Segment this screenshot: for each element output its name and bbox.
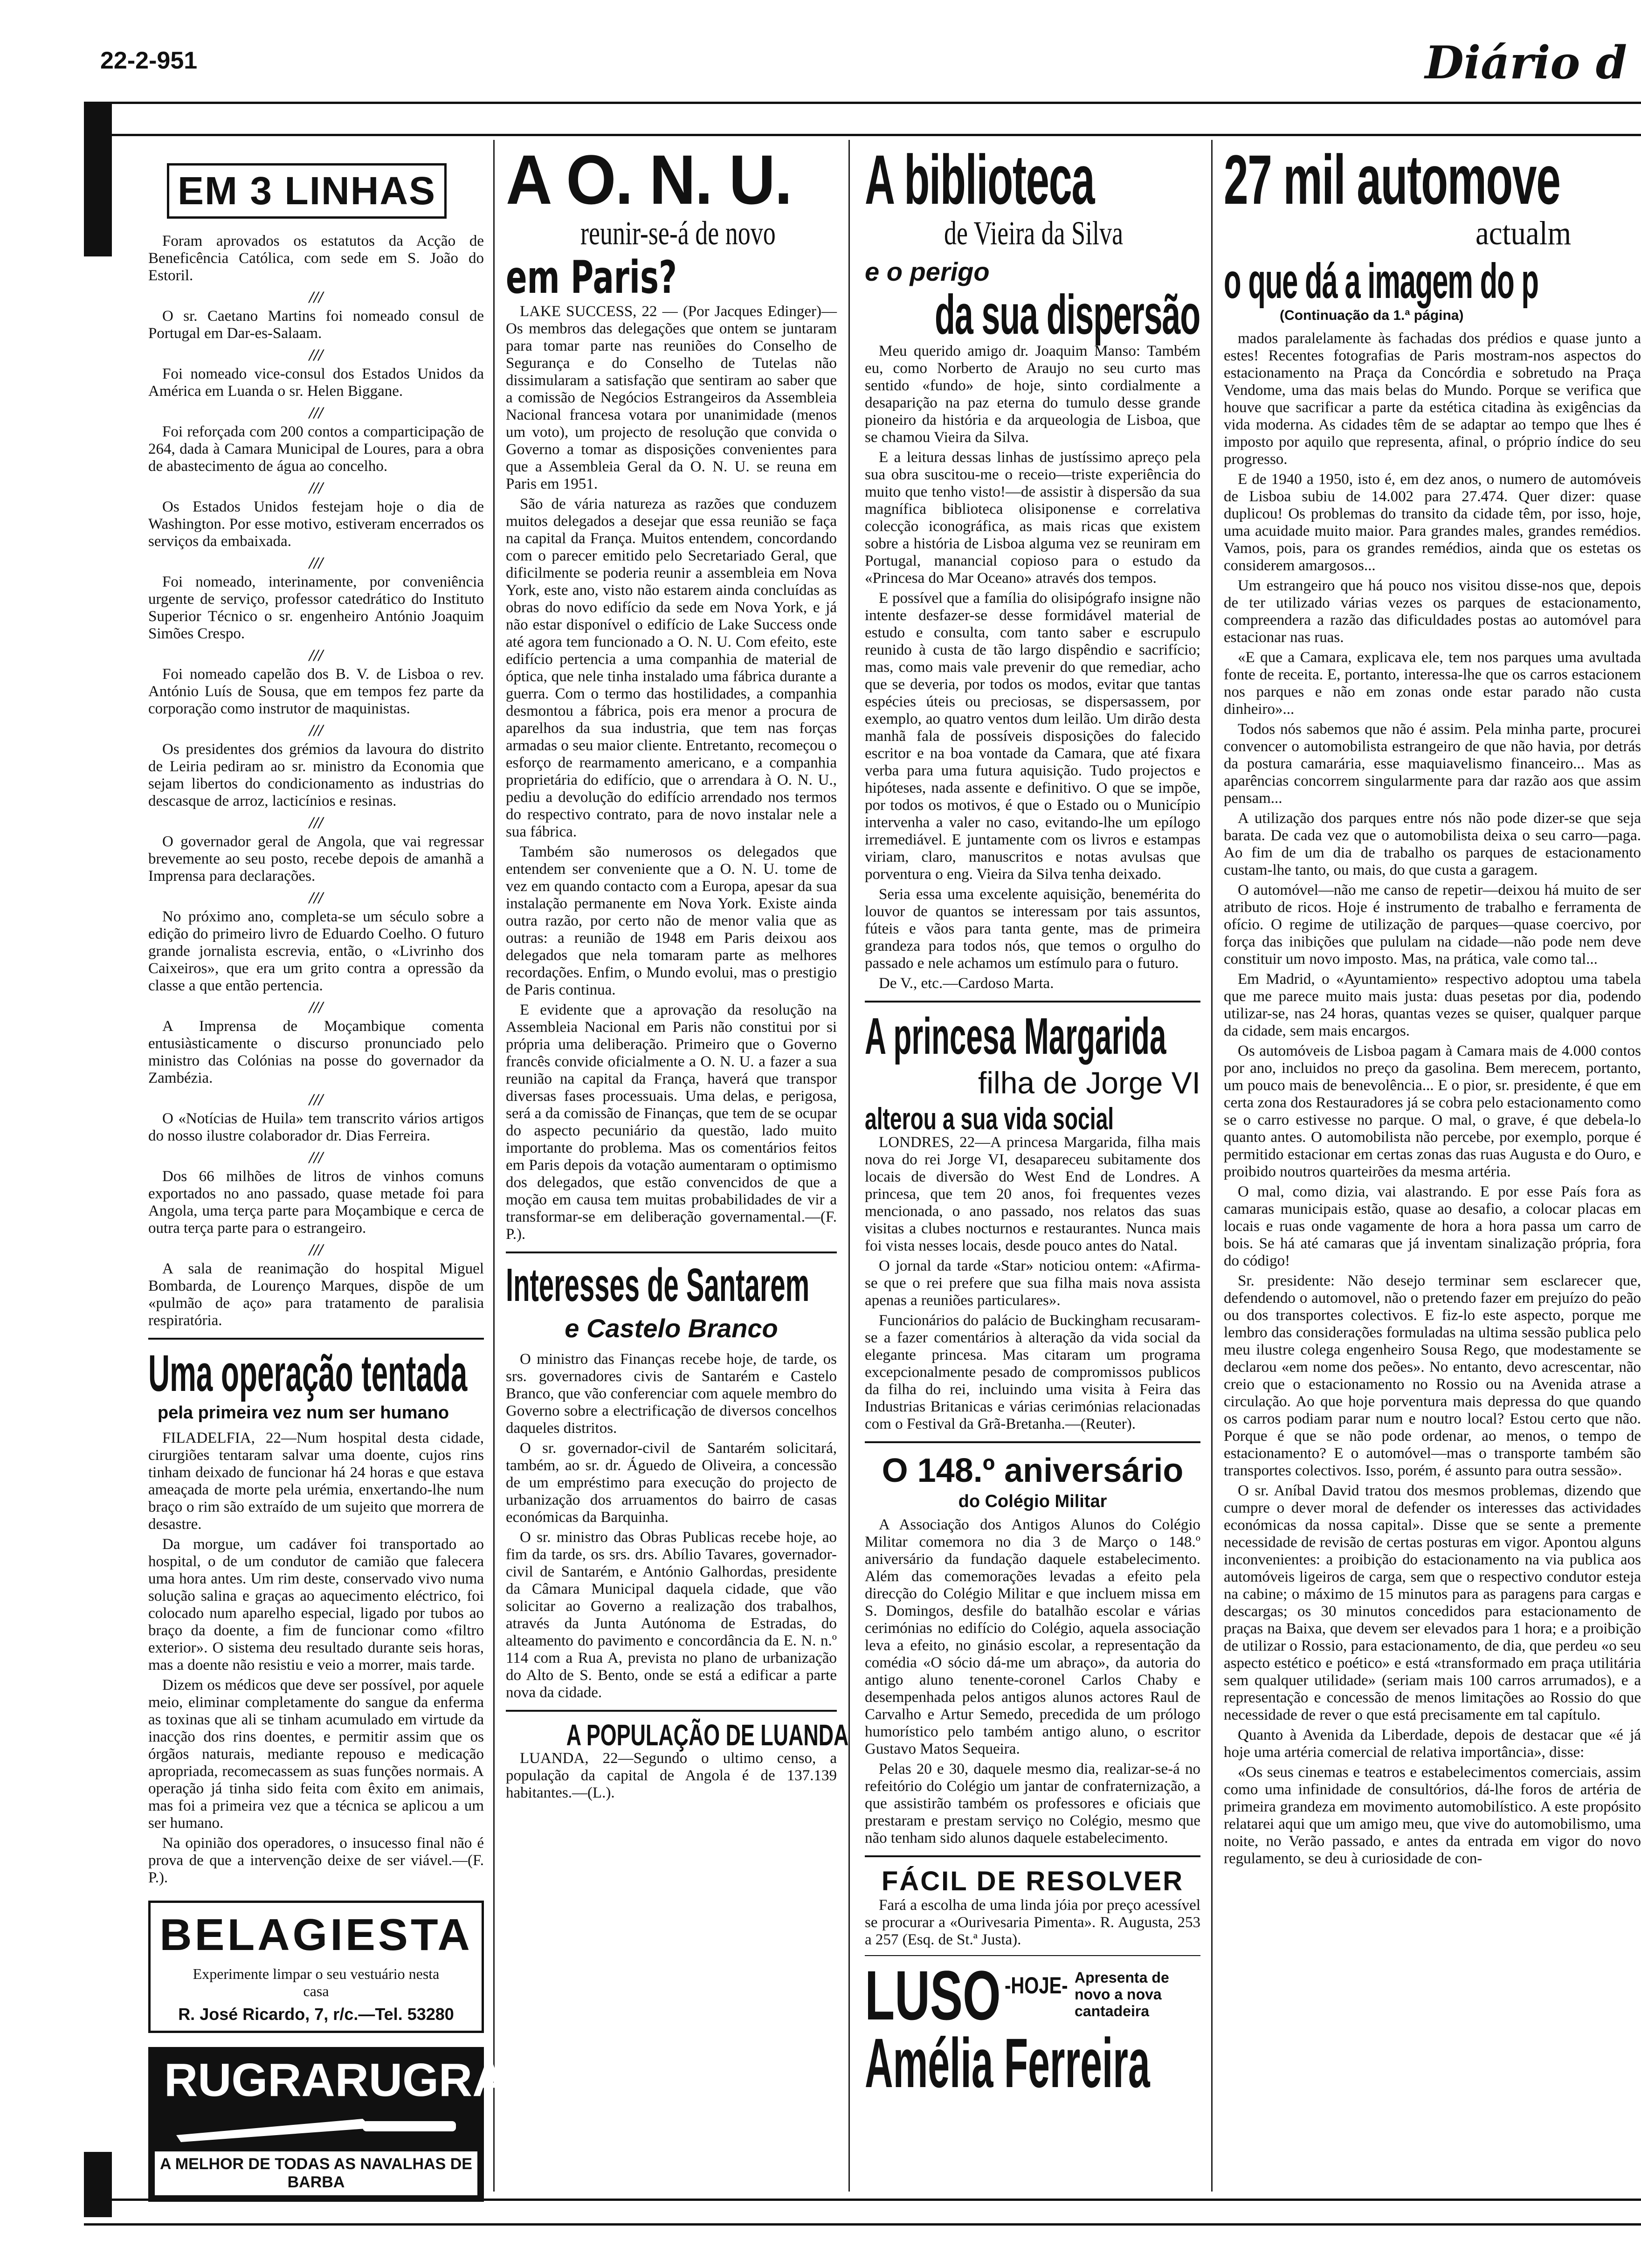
paragraph: O jornal da tarde «Star» noticiou ontem: «Afirma-se que o rei prefere que sua filha mais nova assista apenas a reuniões particulares».	[865, 1258, 1200, 1309]
paragraph: São de vária natureza as razões que conduzem muitos delegados a desejar que essa reunião se faça na capital da França. Muitos entendem, concordando com o parecer emitido pelo Secretariado Geral, que dificilmente se poderia reunir a assembleia em Nova York, este ano, visto não estarem ainda concluídas as obras do novo edifício da sede em Nova York, e já não estar disponível o edifício de Lake Success onde até agora tem funcionado a O. N. U. Com efeito, este edifício pertencia a uma companhia de material de óptica, que nele tinha instalado uma fábrica durante a guerra. Com o termo das hostilidades, a companhia desmontou a fábrica, pois era menor a procura de aparelhos da sua industria, que tem nas forças armadas o seu maior cliente. Entretanto, recomeçou o esforço de rearmamento americano, e a companhia proprietária do edifício, que o arrendara à O. N. U., pediu a devolução do edifício arrendado nos termos do respectivo contrato, para de novo instalar nele a sua fábrica.	[506, 496, 837, 840]
story-headline: O 148.º aniversário	[882, 1452, 1184, 1489]
paragraph: LAKE SUCCESS, 22 — (Por Jacques Edinger)—Os membros das delegações que ontem se juntaram para tomar parte nas reuniões do Conselho de Segurança e do Conselho de Tutelas não dissimularam a satisfação que sentiram ao saber que a comissão de Negócios Estrangeiros da Assembleia Nacional francesa votara por unanimidade (menos um voto), um projecto de resolução que convida o Governo a tomar as disposições convenientes para que a Assembleia Geral da O. N. U. se reuna em Paris em 1951.	[506, 303, 837, 492]
column-briefs	[148, 140, 506, 2192]
paragraph: LONDRES, 22—A princesa Margarida, filha mais nova do rei Jorge VI, desapareceu subitamente dos locais de diversão do West End de Londres. A princesa, que tem 20 anos, foi frequentes vezes mencionada, o ano passado, nos relatos das suas visitas a clubes nocturnos e restaurantes. Nunca mais foi vista nesses locais, desde pouco antes do Natal.	[865, 1134, 1200, 1254]
story-body	[506, 1351, 837, 1701]
paragraph: O sr. Aníbal David tratou dos mesmos problemas, dizendo que cumpre o dever moral de defender os interesses das actividades económicas da nossa capital». Disse que se sente a premente necessidade de revisão de certas posturas em vigor. Apontou alguns inconvenientes: a proibição do estacionamento na via publica aos automóveis ligeiros de carga, sem que o respectivo condutor esteja na cabine; o máximo de 15 minutos para as paragens para cargas e descargas; os 30 minutos concedidos para estacionamento de praças na Baixa, que devem ser elevados para 1 hora; e a proibição de utilizar o Rossio, para estacionamento, de dia, que perdeu «o seu aspecto estético e poético» e está «transformado em praça utilitária sem qualquer utilidade» (seriam mais 100 carros arrumados), e a representação e concessão de menos limitações ao Rossio do que necessidade de rever o que está precisamente em tal capítulo.	[1224, 1482, 1641, 1723]
paragraph: Seria essa uma excelente aquisição, benemérita do louvor de quantos se interessam por tais assuntos, fúteis e vãos para tanta gente, mas de primeira grandeza para todos nós, que temos o orgulho do passado e nele achamos um estímulo para o futuro.	[865, 886, 1200, 972]
story-body	[865, 343, 1200, 992]
ad-line: Experimente limpar o seu vestuário nesta casa	[193, 1965, 440, 1999]
story-subheadline-2: em Paris?	[506, 251, 677, 304]
divider	[506, 1252, 837, 1253]
ad-performer-name: Amélia Ferreira	[865, 2024, 1150, 2102]
story-body	[1224, 330, 1641, 1867]
story-subheadline: filha de Jorge VI	[978, 1065, 1200, 1100]
column-rule	[848, 140, 850, 2192]
advertisement-rugra	[148, 2047, 506, 2202]
divider	[865, 1855, 1200, 1857]
brief-separator: ///	[309, 646, 323, 664]
brief-item: O «Notícias de Huila» tem transcrito vários artigos do nosso ilustre colaborador dr. Dias Ferreira.	[148, 1110, 484, 1144]
ad-brand-left: RUGRA	[164, 2054, 335, 2106]
advertisement-ourivesaria	[865, 1866, 1200, 1949]
paragraph: E de 1940 a 1950, isto é, em dez anos, o numero de automóveis de Lisboa subiu de 14.002 para 27.474. Quer dizer: quase duplicou! Os problemas do transito da cidade têm, por isso, hoje, uma acuidade muito maior. Para grandes males, grandes remédios. Vamos, pois, para os grandes remédios, ainda que os estetas os considerem amargosos...	[1224, 471, 1641, 574]
brief-separator: ///	[309, 288, 323, 306]
paragraph: O automóvel—não me canso de repetir—deixou há muito de ser atributo de ricos. Hoje é instrumento de trabalho e ferramenta de ofício. O regime de utilização de parques—quase coercivo, por força das inibições que pululam na cidade—não pode nem deve constituir um novo imposto. Mas, na prática, vale como tal...	[1224, 882, 1641, 968]
brief-separator: ///	[309, 346, 323, 364]
story-kicker: e o perigo	[865, 257, 990, 286]
story-subheadline-2: o que dá a imagem do p	[1224, 254, 1538, 309]
paragraph: O mal, como dizia, vai alastrando. E por esse País fora as camaras municipais estão, quase ao desafio, a colocar placas em locais e ruas onde vagamente de hora a hora passa um carro de bois. Se há até camaras que já inventam sinalização própria, fora do código!	[1224, 1183, 1641, 1269]
ad-big-title: LUSO	[865, 1956, 1001, 2034]
story-subheadline-2: da sua dispersão	[935, 284, 1200, 346]
paragraph: Meu querido amigo dr. Joaquim Manso: Também eu, como Norberto de Araujo no seu curto mas sentido «fundo» de hoje, sinto cordialmente a desaparição na paz eterna do tumulo desse grande pioneiro da história e da arqueologia de Lisboa, que se chamou Vieira da Silva.	[865, 343, 1200, 446]
paragraph: Na opinião dos operadores, o insucesso final não é prova de que a intervenção deixe de ser viável.—(F. P.).	[148, 1835, 484, 1886]
brief-item: O governador geral de Angola, que vai regressar brevemente ao seu posto, recebe depois de amanhã a Imprensa para declarações.	[148, 833, 484, 885]
paragraph: Também são numerosos os delegados que entendem ser conveniente que a O. N. U. tome de vez em quando contacto com a Europa, apesar da sua instalação permanente em Nova York. Existe ainda outra razão, por certo não de menor valia que as outras: a reunião de 1948 em Paris deixou aos delegados que nela tomaram parte as melhores recordações. Enfim, o Mundo evolui, mas o prestigio de Paris continua.	[506, 844, 837, 998]
story-subheadline: reunir-se-á de novo	[580, 214, 776, 252]
paragraph: Da morgue, um cadáver foi transportado ao hospital, o de um condutor de camião que falecera uma hora antes. Um rim deste, conservado vivo numa solução salina e graças ao aquecimento eléctrico, foi colocado num aparelho especial, ligado por tubos ao braço da doente, a fim de funcionar como «filtro exterior». O sistema deu resultado durante seis horas, mas a doente não resistiu e veio a morrer, mais tarde.	[148, 1536, 484, 1673]
brief-item: A sala de reanimação do hospital Miguel Bombarda, de Lourenço Marques, dispõe de um «pulmão de aço» para tratamento de paralisia respiratória.	[148, 1260, 484, 1329]
brief-separator: ///	[309, 888, 323, 907]
story-headline: 27 mil automove	[1224, 140, 1560, 219]
bottom-rule	[84, 2199, 1641, 2226]
ad-small-text: Apresenta de novo a nova cantadeira	[1075, 1969, 1169, 2019]
brief-item: Foi nomeado vice-consul dos Estados Unidos da América em Luanda o sr. Helen Biggane.	[148, 366, 484, 400]
brief-item: No próximo ano, completa-se um século sobre a edição do primeiro livro de Eduardo Coelho. O futuro grande jornalista escrevia, então, o «Livrinho dos Caixeiros», que era um grito contra a opressão da classe a que então pertencia.	[148, 908, 484, 994]
brief-separator: ///	[309, 813, 323, 832]
paragraph: «E que a Camara, explicava ele, tem nos parques uma avultada fonte de receita. E, portanto, interessa-lhe que os carros estacionem nos parques e não em zonas onde estar parado não custa dinheiro»...	[1224, 649, 1641, 718]
brief-separator: ///	[309, 478, 323, 497]
advertisement-belagiesta	[148, 1901, 484, 2033]
story-subheadline-2: alterou a sua vida social	[865, 1101, 1114, 1136]
paragraph: E evidente que a aprovação da resolução na Assembleia Nacional em Paris não constitui por si própria uma deliberação. Primeiro que o Governo francês convide oficialmente a O. N. U. a fazer a sua reunião na capital da França, haverá que transpor diversas fases processuais. Uma delas, e perigosa, será a da comissão de Finanças, que tem de se ocupar do aspecto pecuniário da questão, lado muito importante do problema. Mas os comentários feitos em Paris depois da votação aumentaram o optimismo dos delegados, que estão convencidos de que a moção em causa tem muitas probabilidades de vir a transformar-se em deliberação governamental.—(F. P.).	[506, 1002, 837, 1243]
story-body	[865, 1134, 1200, 1433]
paragraph: A Associação dos Antigos Alunos do Colégio Militar comemora no dia 3 de Março o 148.º aniversário da fundação daquele estabelecimento. Além das comemorações levadas a efeito pela direcção do Colégio Militar e que incluem missa em S. Domingos, desfile do batalhão escolar e várias cerimónias no edifício do Colégio, aquela associação leva a efeito, no ginásio escolar, a representação da comédia «O sócio dá-me um abraço», da autoria do antigo aluno tenente-coronel Carlos Chaby e desempenhada pelos antigos alunos actores Raul de Carvalho e Artur Semedo, precedida de um prólogo humorístico pelo também antigo aluno, o escritor Gustavo Matos Sequeira.	[865, 1516, 1200, 1757]
story-body	[148, 1430, 484, 1887]
brief-separator: ///	[309, 721, 323, 740]
divider	[148, 1338, 484, 1340]
paragraph: Pelas 20 e 30, daquele mesmo dia, realizar-se-á no refeitório do Colégio um jantar de confraternização, a que assistirão também os professores e oficiais que prestaram e prestam serviço no Colégio, mesmo que não tenham sido alunos daquele estabelecimento.	[865, 1761, 1200, 1846]
advertisement-luso	[865, 1956, 1200, 2102]
column-onu	[506, 140, 849, 2192]
paragraph: Dizem os médicos que deve ser possível, por aquele meio, eliminar completamente do sangue da enferma as toxinas que ali se tinham acumulado em virtude da inacção dos rins doentes, e permitir assim que os órgãos naturais, mediante repouso e medicação apropriada, recomecassem as suas funções normais. A operação já tinha sido feita com êxito em animais, mas foi a primeira vez que a técnica se aplicou a um ser humano.	[148, 1677, 484, 1832]
ad-text: Fará a escolha de uma linda jóia por preço acessível se procurar a «Ourivesaria Pimenta». R. Augusta, 253 a 257 (Esq. de St.ª Justa).	[865, 1897, 1200, 1948]
page-date: 22-2-951	[100, 47, 198, 74]
story-subheadline: do Colégio Militar	[958, 1492, 1107, 1511]
column-biblioteca	[865, 140, 1200, 2192]
story-subheadline: actualm	[1476, 214, 1572, 252]
brief-separator: ///	[309, 403, 323, 422]
briefs-list	[148, 233, 484, 1329]
story-subheadline: pela primeira vez num ser humano	[158, 1403, 449, 1423]
divider	[865, 1441, 1200, 1443]
brief-separator: ///	[309, 998, 323, 1016]
brief-separator: ///	[309, 553, 323, 572]
story-headline: Interesses de Santarem	[506, 1259, 810, 1311]
paragraph: Os automóveis de Lisboa pagam à Camara mais de 4.000 contos por ano, incluidos no preço da gasolina. Bem merecem, portanto, um pouco mais de benevolência... E o pior, sr. presidente, é que em certa zona dos Restauradores já se cobra pelo estacionamento como se o carro estivesse no parque. O mal, o grave, é que debela-lo quanto antes. O automobilista não percebe, por exemplo, porque é permitido estacionar em certas zonas das ruas Augusta e do Ouro, e proibido noutros quarteirões da mesma artéria.	[1224, 1043, 1641, 1180]
paragraph: Sr. presidente: Não desejo terminar sem esclarecer que, defendendo o automovel, não o pretendo fazer em prejuízo do peão ou dos transportes colectivos. E fiz-lo este aspecto, porque me lembro das considerações formuladas na ultima sessão publica pelo meu ilustre colega engenheiro Sousa Rego, que modestamente se declarou «em nome dos peões». No entanto, devo acrescentar, não creio que o estacionamento no Rossio ou na Avenida atrase a circulação. Ao que hoje porventura mais depressa do que quando os carros podiam parar num e noutro local? Estou certo que não. Porque é que se não pode ordenar, ao menos, o tempo de estacionamento? E o automóvel—mas o transporte também são transportes colectivos. Isso, porém, é assunto para outra sessão».	[1224, 1272, 1641, 1479]
brief-item: Os Estados Unidos festejam hoje o dia de Washington. Por esse motivo, estiveram encerrados os serviços da embaixada.	[148, 498, 484, 550]
column-automoveis	[1224, 140, 1641, 2192]
paragraph: FILADELFIA, 22—Num hospital desta cidade, cirurgiões tentaram salvar uma doente, cujos rins tinham deixado de funcionar há 24 horas e que estava ameaçada de morte pela urémia, enxertando-lhe num braço o rim são extraído de um sujeito que morrera de desastre.	[148, 1430, 484, 1533]
top-rule	[84, 102, 1641, 136]
paragraph: Um estrangeiro que há pouco nos visitou disse-nos que, depois de ter utilizado várias vezes os parques de estacionamento, compreendera a razão das dificuldades postas ao automóvel para estacionar nas ruas.	[1224, 577, 1641, 646]
brief-item: O sr. Caetano Martins foi nomeado consul de Portugal em Dar-es-Salaam.	[148, 308, 484, 342]
ad-brand-right: RUGRA	[335, 2054, 506, 2106]
story-body	[865, 1516, 1200, 1847]
continuation-note: (Continuação da 1.ª página)	[1280, 308, 1464, 323]
section-title: EM 3 LINHAS	[167, 163, 447, 219]
paragraph: Funcionários do palácio de Buckingham recusaram-se a fazer comentários à alteração da vida social da elegante princesa. Mas citaram um programa excepcionalmente pesado de compromissos publicos da filha do rei, incluindo uma visita à Feira das Industrias Britanicas e várias cerimónias relacionadas com o Festival da Grã-Bretanha.—(Reuter).	[865, 1312, 1200, 1432]
story-headline: Uma operação tentada	[148, 1345, 468, 1402]
divider	[506, 1710, 837, 1712]
paragraph: Quanto à Avenida da Liberdade, depois de destacar que «é já hoje uma artéria comercial de relativa importância», disse:	[1224, 1727, 1641, 1761]
brief-item: Os presidentes dos grémios da lavoura do distrito de Leiria pediram ao sr. ministro da Economia que sejam libertos do condicionamento as industrias do descasque de arroz, lacticínios e resinas.	[148, 741, 484, 809]
brief-item: Foram aprovados os estatutos da Acção de Beneficência Católica, com sede em S. João do Estoril.	[148, 233, 484, 284]
ad-slogan: A MELHOR DE TODAS AS NAVALHAS DE BARBA	[155, 2151, 477, 2195]
story-headline: A biblioteca	[865, 140, 1095, 219]
paragraph: Todos nós sabemos que não é assim. Pela minha parte, procurei convencer o automobilista estrangeiro de que não havia, por detrás da postura camarária, esse maquiavelismo financeiro... Mas as aparências concorrem singularmente para dar razão aos que assim pensam...	[1224, 721, 1641, 807]
paragraph: mados paralelamente às fachadas dos prédios e quase junto a estes! Recentes fotografias de Paris mostram-nos aspectos do estacionamento na Praça da Concórdia e sobretudo na Praça Vendome, uma das mais belas do Mundo. Porque se verifica que houve que sacrificar a parte da estética citadina às exigências da vida moderna. As cidades têm de se adaptar ao tempo que lhes é imposto por aquilo que representa, afinal, o próprio índice do seu progresso.	[1224, 330, 1641, 468]
column-rule	[1211, 140, 1213, 2192]
divider	[865, 1001, 1200, 1003]
brief-separator: ///	[309, 1240, 323, 1259]
paragraph: O sr. ministro das Obras Publicas recebe hoje, ao fim da tarde, os srs. drs. Abílio Tavares, governador-civil de Santarém, e António Galhordas, presidente da Câmara Municipal daquela cidade, que vão solicitar ao Governo a realização dos trabalhos, através da Junta Autónoma de Estradas, do alteamento do pavimento e concordância da E. N. n.º 114 com a Rua A, prevista no plano de urbanização do Alto de S. Bento, onde se está a edificar a parte nova da cidade.	[506, 1529, 837, 1701]
ad-address: R. José Ricardo, 7, r/c.—Tel. 53280	[178, 2005, 454, 2024]
brief-separator: ///	[309, 1148, 323, 1167]
column-rule	[493, 140, 495, 2192]
paragraph: O ministro das Finanças recebe hoje, de tarde, os srs. governadores civis de Santarém e Castelo Branco, que vão conferenciar com aquele membro do Governo sobre a electrificação de diversos concelhos daqueles distritos.	[506, 1351, 837, 1437]
brief-item: A Imprensa de Moçambique comenta entusiàsticamente o discurso pronunciado pelo ministro das Colónias na posse do governador da Zambézia.	[148, 1018, 484, 1086]
ad-hoje: -HOJE-	[1005, 1972, 1068, 1998]
razor-icon	[167, 2107, 465, 2149]
story-headline: A POPULAÇÃO DE LUANDA	[566, 1718, 849, 1752]
brief-item: Foi reforçada com 200 contos a comparticipação de 264, dada à Camara Municipal de Loures, para a obra de abastecimento de água ao concelho.	[148, 423, 484, 475]
paragraph: E a leitura dessas linhas de justíssimo apreço pela sua obra suscitou-me o receio—triste experiência do muito que tenho visto!—de assistir à dispersão da sua magnífica biblioteca olisiponense e correlativa colecção iconográfica, as mais ricas que existem sobre a história de Lisboa alguma vez se reuniram em Portugal, manancial copioso para o estudo da «Princesa do Mar Oceano» através dos tempos.	[865, 449, 1200, 587]
story-body	[506, 303, 837, 1243]
masthead: Diário d	[1425, 36, 1627, 89]
story-body: LUANDA, 22—Segundo o ultimo censo, a população da capital de Angola é de 137.139 habitantes.—(L.).	[506, 1750, 837, 1801]
paragraph: Em Madrid, o «Ayuntamiento» respectivo adoptou uma tabela que me parece muito mais justa: duas pesetas por dia, podendo utilizar-se, nas 24 horas, quantas vezes se quiser, qualquer parque da cidade, sem mais encargos.	[1224, 971, 1641, 1039]
story-subheadline: e Castelo Branco	[565, 1314, 778, 1343]
paragraph: E possível que a família do olisipógrafo insigne não intente desfazer-se desse formidável material de estudo e consulta, com tanto saber e escrupulo reunido à custa de tão largo dispêndio e sacrifício; mas, como mais vale prevenir do que remediar, acho que se deveria, por todos os modos, evitar que tantas espécies úteis ou preciosas, se dispersassem, por exemplo, ao quatro ventos dum leilão. Um dirão desta manhã fala de possíveis disposições do falecido escritor e na boa vontade da Camara, que até fixara verba para uma futura aquisição. Tudo projectos e hipóteses, nada assente e definitivo. O que se impõe, por todos os motivos, é que o Estado ou o Município intervenha a valer no caso, evitando-lhe um epílogo irremediável. E juntamente com os livros e estampas viriam, claro, manuscritos e notas avulsas que porventura o eng. Vieira da Silva tenha deixado.	[865, 590, 1200, 883]
paragraph: A utilização dos parques entre nós não pode dizer-se que seja barata. De cada vez que o automobilista deixa o seu carro—paga. Ao fim de um dia de trabalho os parques de estacionamento custam-lhe tanto, ou mais, do que custa a garagem.	[1224, 810, 1641, 878]
ad-title: BELAGIESTA	[159, 1910, 473, 1960]
story-headline: A O. N. U.	[506, 140, 792, 219]
paragraph: «Os seus cinemas e teatros e estabelecimentos comerciais, assim como uma infinidade de consultórios, dá-lhe foros de artéria de primeira grandeza em movimento automobilístico. A este propósito relatarei aqui que um amigo meu, que vive do automobilismo, uma noite, no Verão passado, e antes da entrada em vigor do novo regulamento, se deu à curiosidade de con-	[1224, 1764, 1641, 1867]
story-headline: A princesa Margarida	[865, 1008, 1166, 1065]
ad-title: FÁCIL DE RESOLVER	[881, 1866, 1184, 1896]
brief-item: Foi nomeado capelão dos B. V. de Lisboa o rev. António Luís de Sousa, que em tempos fez parte da corporação como instrutor de maquinistas.	[148, 666, 484, 717]
story-subheadline: de Vieira da Silva	[944, 214, 1124, 252]
brief-item: Foi nomeado, interinamente, por conveniência urgente de serviço, professor catedrático do Instituto Superior Técnico o sr. engenheiro António Joaquim Simões Crespo.	[148, 574, 484, 642]
brief-item: Dos 66 milhões de litros de vinhos comuns exportados no ano passado, quase metade foi para Angola, uma terça parte para Moçambique e cerca de outra terça parte para o estrangeiro.	[148, 1168, 484, 1237]
paragraph: De V., etc.—Cardoso Marta.	[879, 975, 1054, 992]
paragraph: O sr. governador-civil de Santarém solicitará, também, ao sr. dr. Águedo de Oliveira, a concessão de um empréstimo para execução do projecto de urbanização dos arruamentos do bairro de casas económicas da Barquinha.	[506, 1440, 837, 1526]
brief-separator: ///	[309, 1090, 323, 1109]
